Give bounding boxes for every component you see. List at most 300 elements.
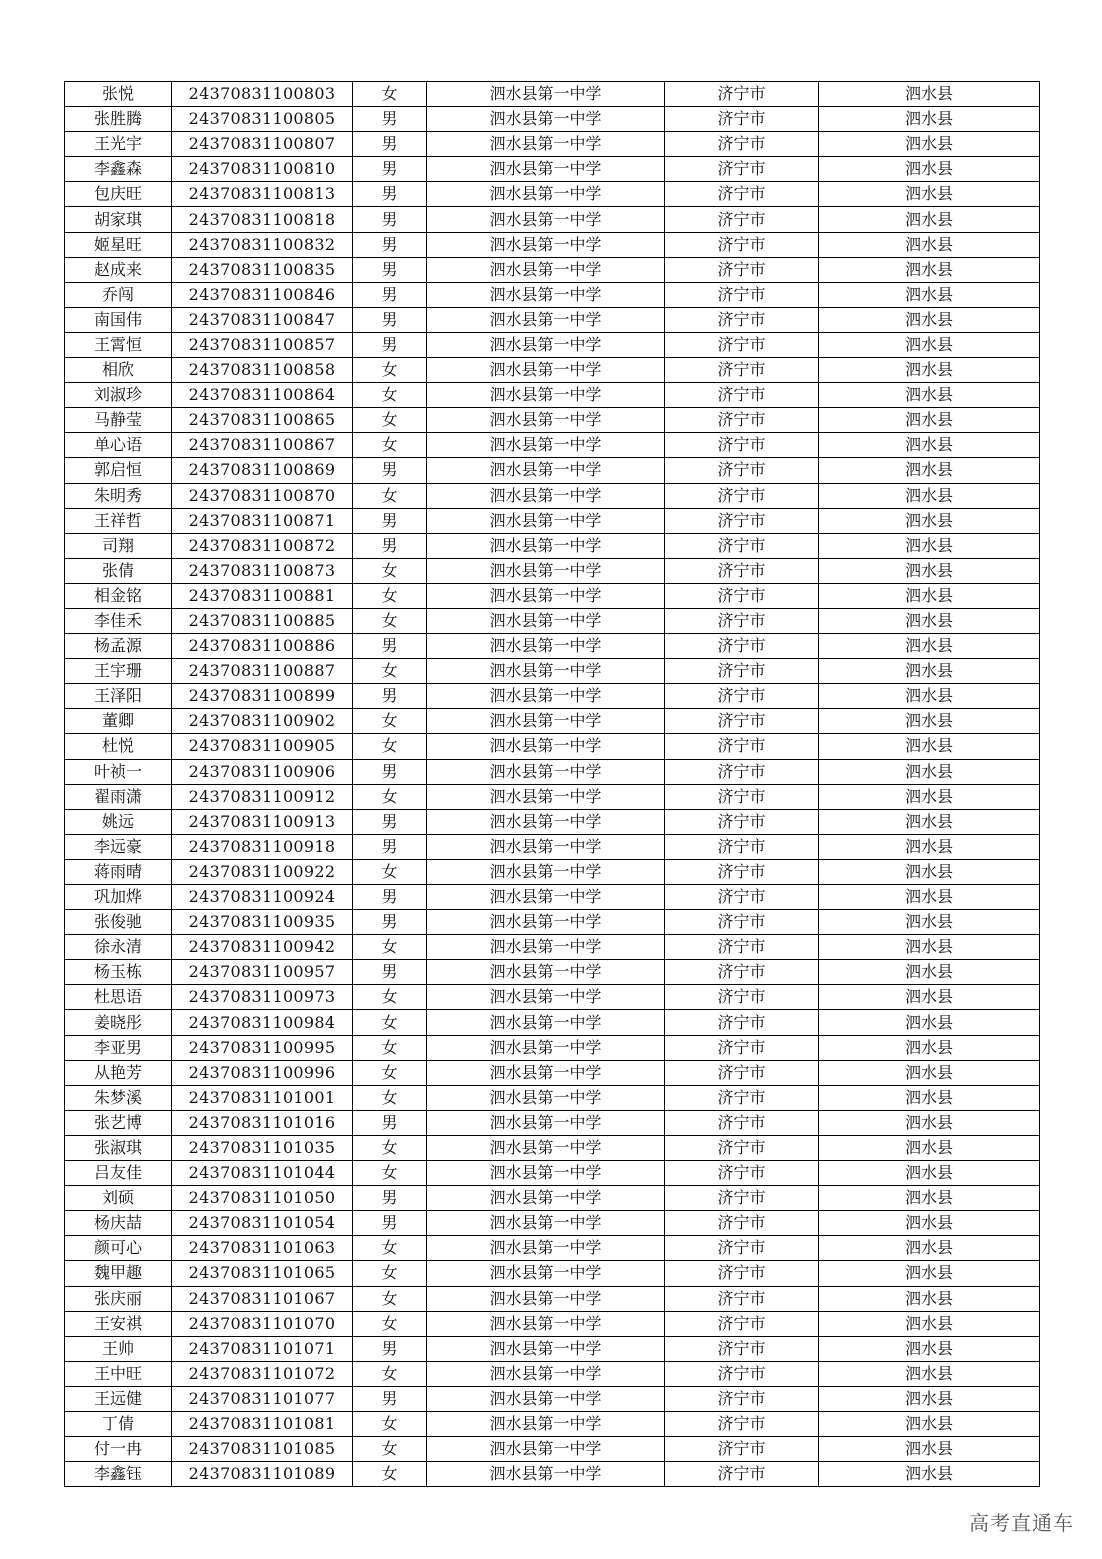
gender-cell: 男 <box>353 1110 427 1135</box>
gender-cell: 男 <box>353 508 427 533</box>
gender-cell: 女 <box>353 358 427 383</box>
county-cell: 泗水县 <box>819 1211 1040 1236</box>
table-row <box>65 985 1040 1010</box>
gender-cell: 女 <box>353 583 427 608</box>
exam-id-cell: 24370831100984 <box>172 1010 353 1035</box>
name-cell: 杨玉栋 <box>65 960 172 985</box>
gender-cell: 女 <box>353 935 427 960</box>
exam-id-cell: 24370831100858 <box>172 358 353 383</box>
name-cell: 南国伟 <box>65 307 172 332</box>
name-cell: 马静莹 <box>65 408 172 433</box>
city-cell: 济宁市 <box>665 257 819 282</box>
county-cell: 泗水县 <box>819 358 1040 383</box>
table-row <box>65 1437 1040 1462</box>
gender-cell: 男 <box>353 834 427 859</box>
table-row <box>65 659 1040 684</box>
county-cell: 泗水县 <box>819 332 1040 357</box>
school-cell: 泗水县第一中学 <box>427 282 665 307</box>
gender-cell: 女 <box>353 1035 427 1060</box>
name-cell: 刘淑珍 <box>65 383 172 408</box>
table-row <box>65 257 1040 282</box>
exam-id-cell: 24370831100942 <box>172 935 353 960</box>
watermark-text: 高考直通车 <box>969 1511 1074 1535</box>
county-cell: 泗水县 <box>819 1161 1040 1186</box>
city-cell: 济宁市 <box>665 910 819 935</box>
school-cell: 泗水县第一中学 <box>427 182 665 207</box>
school-cell: 泗水县第一中学 <box>427 1186 665 1211</box>
gender-cell: 女 <box>353 985 427 1010</box>
city-cell: 济宁市 <box>665 558 819 583</box>
name-cell: 王霄恒 <box>65 332 172 357</box>
city-cell: 济宁市 <box>665 82 819 107</box>
school-cell: 泗水县第一中学 <box>427 1462 665 1487</box>
name-cell: 张艺博 <box>65 1110 172 1135</box>
school-cell: 泗水县第一中学 <box>427 132 665 157</box>
name-cell: 朱梦溪 <box>65 1085 172 1110</box>
gender-cell: 女 <box>353 1411 427 1436</box>
county-cell: 泗水县 <box>819 759 1040 784</box>
exam-id-cell: 24370831100906 <box>172 759 353 784</box>
county-cell: 泗水县 <box>819 684 1040 709</box>
school-cell: 泗水县第一中学 <box>427 910 665 935</box>
table-row <box>65 182 1040 207</box>
county-cell: 泗水县 <box>819 1060 1040 1085</box>
county-cell: 泗水县 <box>819 709 1040 734</box>
city-cell: 济宁市 <box>665 1211 819 1236</box>
county-cell: 泗水县 <box>819 132 1040 157</box>
county-cell: 泗水县 <box>819 1085 1040 1110</box>
city-cell: 济宁市 <box>665 107 819 132</box>
county-cell: 泗水县 <box>819 508 1040 533</box>
city-cell: 济宁市 <box>665 433 819 458</box>
gender-cell: 女 <box>353 1161 427 1186</box>
city-cell: 济宁市 <box>665 885 819 910</box>
name-cell: 相欣 <box>65 358 172 383</box>
exam-id-cell: 24370831101077 <box>172 1386 353 1411</box>
table-row <box>65 784 1040 809</box>
gender-cell: 男 <box>353 759 427 784</box>
name-cell: 张庆丽 <box>65 1286 172 1311</box>
school-cell: 泗水县第一中学 <box>427 408 665 433</box>
city-cell: 济宁市 <box>665 1186 819 1211</box>
gender-cell: 女 <box>353 1437 427 1462</box>
school-cell: 泗水县第一中学 <box>427 207 665 232</box>
county-cell: 泗水县 <box>819 1286 1040 1311</box>
name-cell: 朱明秀 <box>65 483 172 508</box>
table-row <box>65 1336 1040 1361</box>
gender-cell: 男 <box>353 257 427 282</box>
county-cell: 泗水县 <box>819 558 1040 583</box>
county-cell: 泗水县 <box>819 1336 1040 1361</box>
name-cell: 王中旺 <box>65 1361 172 1386</box>
county-cell: 泗水县 <box>819 1035 1040 1060</box>
county-cell: 泗水县 <box>819 784 1040 809</box>
county-cell: 泗水县 <box>819 1386 1040 1411</box>
county-cell: 泗水县 <box>819 910 1040 935</box>
name-cell: 王安祺 <box>65 1311 172 1336</box>
table-row <box>65 1060 1040 1085</box>
school-cell: 泗水县第一中学 <box>427 885 665 910</box>
exam-id-cell: 24370831101072 <box>172 1361 353 1386</box>
county-cell: 泗水县 <box>819 1437 1040 1462</box>
exam-id-cell: 24370831101001 <box>172 1085 353 1110</box>
school-cell: 泗水县第一中学 <box>427 1261 665 1286</box>
gender-cell: 女 <box>353 608 427 633</box>
table-row <box>65 458 1040 483</box>
county-cell: 泗水县 <box>819 533 1040 558</box>
county-cell: 泗水县 <box>819 809 1040 834</box>
table-row <box>65 232 1040 257</box>
city-cell: 济宁市 <box>665 1386 819 1411</box>
exam-id-cell: 24370831100869 <box>172 458 353 483</box>
city-cell: 济宁市 <box>665 458 819 483</box>
city-cell: 济宁市 <box>665 157 819 182</box>
gender-cell: 女 <box>353 383 427 408</box>
name-cell: 单心语 <box>65 433 172 458</box>
exam-id-cell: 24370831100847 <box>172 307 353 332</box>
city-cell: 济宁市 <box>665 408 819 433</box>
school-cell: 泗水县第一中学 <box>427 1010 665 1035</box>
name-cell: 付一冉 <box>65 1437 172 1462</box>
gender-cell: 女 <box>353 1236 427 1261</box>
student-table <box>64 81 1040 1487</box>
table-row <box>65 1035 1040 1060</box>
table-row <box>65 910 1040 935</box>
county-cell: 泗水县 <box>819 834 1040 859</box>
school-cell: 泗水县第一中学 <box>427 533 665 558</box>
name-cell: 翟雨潇 <box>65 784 172 809</box>
gender-cell: 女 <box>353 859 427 884</box>
exam-id-cell: 24370831100899 <box>172 684 353 709</box>
table-row <box>65 1462 1040 1487</box>
gender-cell: 男 <box>353 107 427 132</box>
county-cell: 泗水县 <box>819 107 1040 132</box>
gender-cell: 男 <box>353 809 427 834</box>
city-cell: 济宁市 <box>665 1261 819 1286</box>
exam-id-cell: 24370831101071 <box>172 1336 353 1361</box>
school-cell: 泗水县第一中学 <box>427 1336 665 1361</box>
name-cell: 张悦 <box>65 82 172 107</box>
county-cell: 泗水县 <box>819 935 1040 960</box>
county-cell: 泗水县 <box>819 433 1040 458</box>
city-cell: 济宁市 <box>665 1161 819 1186</box>
school-cell: 泗水县第一中学 <box>427 859 665 884</box>
table-row <box>65 859 1040 884</box>
school-cell: 泗水县第一中学 <box>427 985 665 1010</box>
exam-id-cell: 24370831100913 <box>172 809 353 834</box>
name-cell: 张胜腾 <box>65 107 172 132</box>
gender-cell: 男 <box>353 910 427 935</box>
city-cell: 济宁市 <box>665 634 819 659</box>
table-row <box>65 885 1040 910</box>
gender-cell: 男 <box>353 1336 427 1361</box>
exam-id-cell: 24370831100867 <box>172 433 353 458</box>
city-cell: 济宁市 <box>665 508 819 533</box>
exam-id-cell: 24370831100807 <box>172 132 353 157</box>
table-row <box>65 935 1040 960</box>
exam-id-cell: 24370831101070 <box>172 1311 353 1336</box>
gender-cell: 男 <box>353 885 427 910</box>
exam-id-cell: 24370831100810 <box>172 157 353 182</box>
city-cell: 济宁市 <box>665 1286 819 1311</box>
school-cell: 泗水县第一中学 <box>427 809 665 834</box>
county-cell: 泗水县 <box>819 483 1040 508</box>
exam-id-cell: 24370831100996 <box>172 1060 353 1085</box>
name-cell: 李鑫钰 <box>65 1462 172 1487</box>
city-cell: 济宁市 <box>665 809 819 834</box>
county-cell: 泗水县 <box>819 383 1040 408</box>
gender-cell: 男 <box>353 307 427 332</box>
gender-cell: 女 <box>353 1361 427 1386</box>
table-row <box>65 508 1040 533</box>
school-cell: 泗水县第一中学 <box>427 332 665 357</box>
gender-cell: 女 <box>353 483 427 508</box>
exam-id-cell: 24370831100846 <box>172 282 353 307</box>
name-cell: 张俊驰 <box>65 910 172 935</box>
table-row <box>65 1135 1040 1160</box>
name-cell: 相金铭 <box>65 583 172 608</box>
name-cell: 吕友佳 <box>65 1161 172 1186</box>
table-row <box>65 1010 1040 1035</box>
gender-cell: 女 <box>353 659 427 684</box>
city-cell: 济宁市 <box>665 960 819 985</box>
county-cell: 泗水县 <box>819 1411 1040 1436</box>
gender-cell: 女 <box>353 1462 427 1487</box>
county-cell: 泗水县 <box>819 207 1040 232</box>
gender-cell: 女 <box>353 1060 427 1085</box>
school-cell: 泗水县第一中学 <box>427 358 665 383</box>
county-cell: 泗水县 <box>819 1110 1040 1135</box>
county-cell: 泗水县 <box>819 232 1040 257</box>
city-cell: 济宁市 <box>665 132 819 157</box>
exam-id-cell: 24370831100935 <box>172 910 353 935</box>
name-cell: 叶祯一 <box>65 759 172 784</box>
name-cell: 杨孟源 <box>65 634 172 659</box>
city-cell: 济宁市 <box>665 583 819 608</box>
city-cell: 济宁市 <box>665 1437 819 1462</box>
table-row <box>65 1261 1040 1286</box>
county-cell: 泗水县 <box>819 985 1040 1010</box>
county-cell: 泗水县 <box>819 1361 1040 1386</box>
county-cell: 泗水县 <box>819 257 1040 282</box>
school-cell: 泗水县第一中学 <box>427 684 665 709</box>
gender-cell: 女 <box>353 1135 427 1160</box>
exam-id-cell: 24370831101063 <box>172 1236 353 1261</box>
exam-id-cell: 24370831100865 <box>172 408 353 433</box>
exam-id-cell: 24370831100885 <box>172 608 353 633</box>
city-cell: 济宁市 <box>665 1336 819 1361</box>
school-cell: 泗水县第一中学 <box>427 383 665 408</box>
city-cell: 济宁市 <box>665 1085 819 1110</box>
county-cell: 泗水县 <box>819 458 1040 483</box>
exam-id-cell: 24370831101050 <box>172 1186 353 1211</box>
name-cell: 乔闯 <box>65 282 172 307</box>
table-row <box>65 307 1040 332</box>
school-cell: 泗水县第一中学 <box>427 935 665 960</box>
exam-id-cell: 24370831100957 <box>172 960 353 985</box>
county-cell: 泗水县 <box>819 885 1040 910</box>
city-cell: 济宁市 <box>665 608 819 633</box>
city-cell: 济宁市 <box>665 784 819 809</box>
county-cell: 泗水县 <box>819 1462 1040 1487</box>
table-row <box>65 1411 1040 1436</box>
school-cell: 泗水县第一中学 <box>427 1361 665 1386</box>
name-cell: 杜悦 <box>65 734 172 759</box>
table-row <box>65 1186 1040 1211</box>
school-cell: 泗水县第一中学 <box>427 82 665 107</box>
gender-cell: 女 <box>353 1085 427 1110</box>
school-cell: 泗水县第一中学 <box>427 307 665 332</box>
exam-id-cell: 24370831100873 <box>172 558 353 583</box>
exam-id-cell: 24370831100864 <box>172 383 353 408</box>
table-row <box>65 809 1040 834</box>
city-cell: 济宁市 <box>665 1236 819 1261</box>
table-row <box>65 583 1040 608</box>
exam-id-cell: 24370831101081 <box>172 1411 353 1436</box>
county-cell: 泗水县 <box>819 307 1040 332</box>
city-cell: 济宁市 <box>665 358 819 383</box>
exam-id-cell: 24370831100905 <box>172 734 353 759</box>
school-cell: 泗水县第一中学 <box>427 1437 665 1462</box>
county-cell: 泗水县 <box>819 859 1040 884</box>
school-cell: 泗水县第一中学 <box>427 1411 665 1436</box>
gender-cell: 男 <box>353 1186 427 1211</box>
table-row <box>65 834 1040 859</box>
gender-cell: 男 <box>353 533 427 558</box>
exam-id-cell: 24370831100813 <box>172 182 353 207</box>
table-row <box>65 1110 1040 1135</box>
gender-cell: 女 <box>353 734 427 759</box>
exam-id-cell: 24370831100872 <box>172 533 353 558</box>
name-cell: 姜晓彤 <box>65 1010 172 1035</box>
exam-id-cell: 24370831100871 <box>172 508 353 533</box>
city-cell: 济宁市 <box>665 383 819 408</box>
city-cell: 济宁市 <box>665 1060 819 1085</box>
county-cell: 泗水县 <box>819 1261 1040 1286</box>
gender-cell: 女 <box>353 784 427 809</box>
gender-cell: 男 <box>353 132 427 157</box>
school-cell: 泗水县第一中学 <box>427 157 665 182</box>
name-cell: 司翔 <box>65 533 172 558</box>
gender-cell: 男 <box>353 634 427 659</box>
exam-id-cell: 24370831100805 <box>172 107 353 132</box>
county-cell: 泗水县 <box>819 157 1040 182</box>
name-cell: 杜思语 <box>65 985 172 1010</box>
table-row <box>65 358 1040 383</box>
name-cell: 胡家琪 <box>65 207 172 232</box>
school-cell: 泗水县第一中学 <box>427 107 665 132</box>
name-cell: 李鑫森 <box>65 157 172 182</box>
name-cell: 蒋雨晴 <box>65 859 172 884</box>
table-row <box>65 608 1040 633</box>
city-cell: 济宁市 <box>665 1311 819 1336</box>
name-cell: 王泽阳 <box>65 684 172 709</box>
gender-cell: 女 <box>353 408 427 433</box>
school-cell: 泗水县第一中学 <box>427 1035 665 1060</box>
exam-id-cell: 24370831101067 <box>172 1286 353 1311</box>
school-cell: 泗水县第一中学 <box>427 834 665 859</box>
table-row <box>65 734 1040 759</box>
city-cell: 济宁市 <box>665 734 819 759</box>
city-cell: 济宁市 <box>665 533 819 558</box>
table-row <box>65 383 1040 408</box>
gender-cell: 男 <box>353 458 427 483</box>
name-cell: 巩加烨 <box>65 885 172 910</box>
exam-id-cell: 24370831100973 <box>172 985 353 1010</box>
city-cell: 济宁市 <box>665 332 819 357</box>
county-cell: 泗水县 <box>819 82 1040 107</box>
name-cell: 李亚男 <box>65 1035 172 1060</box>
exam-id-cell: 24370831100887 <box>172 659 353 684</box>
name-cell: 姚远 <box>65 809 172 834</box>
name-cell: 丁倩 <box>65 1411 172 1436</box>
gender-cell: 女 <box>353 433 427 458</box>
school-cell: 泗水县第一中学 <box>427 232 665 257</box>
table-row <box>65 709 1040 734</box>
gender-cell: 男 <box>353 1211 427 1236</box>
gender-cell: 男 <box>353 182 427 207</box>
name-cell: 从艳芳 <box>65 1060 172 1085</box>
school-cell: 泗水县第一中学 <box>427 634 665 659</box>
gender-cell: 女 <box>353 82 427 107</box>
table-row <box>65 433 1040 458</box>
school-cell: 泗水县第一中学 <box>427 458 665 483</box>
county-cell: 泗水县 <box>819 1236 1040 1261</box>
school-cell: 泗水县第一中学 <box>427 1060 665 1085</box>
school-cell: 泗水县第一中学 <box>427 583 665 608</box>
table-row <box>65 533 1040 558</box>
gender-cell: 女 <box>353 558 427 583</box>
name-cell: 赵成来 <box>65 257 172 282</box>
gender-cell: 男 <box>353 232 427 257</box>
city-cell: 济宁市 <box>665 1010 819 1035</box>
city-cell: 济宁市 <box>665 659 819 684</box>
city-cell: 济宁市 <box>665 859 819 884</box>
exam-id-cell: 24370831101054 <box>172 1211 353 1236</box>
table-row <box>65 1161 1040 1186</box>
city-cell: 济宁市 <box>665 684 819 709</box>
school-cell: 泗水县第一中学 <box>427 1110 665 1135</box>
gender-cell: 女 <box>353 1311 427 1336</box>
school-cell: 泗水县第一中学 <box>427 734 665 759</box>
school-cell: 泗水县第一中学 <box>427 1135 665 1160</box>
city-cell: 济宁市 <box>665 483 819 508</box>
exam-id-cell: 24370831100870 <box>172 483 353 508</box>
gender-cell: 男 <box>353 1386 427 1411</box>
exam-id-cell: 24370831100832 <box>172 232 353 257</box>
school-cell: 泗水县第一中学 <box>427 558 665 583</box>
exam-id-cell: 24370831100881 <box>172 583 353 608</box>
exam-id-cell: 24370831100924 <box>172 885 353 910</box>
city-cell: 济宁市 <box>665 232 819 257</box>
exam-id-cell: 24370831100918 <box>172 834 353 859</box>
gender-cell: 男 <box>353 960 427 985</box>
county-cell: 泗水县 <box>819 960 1040 985</box>
county-cell: 泗水县 <box>819 1135 1040 1160</box>
exam-id-cell: 24370831100902 <box>172 709 353 734</box>
exam-id-cell: 24370831101035 <box>172 1135 353 1160</box>
school-cell: 泗水县第一中学 <box>427 709 665 734</box>
name-cell: 包庆旺 <box>65 182 172 207</box>
city-cell: 济宁市 <box>665 282 819 307</box>
exam-id-cell: 24370831101065 <box>172 1261 353 1286</box>
school-cell: 泗水县第一中学 <box>427 659 665 684</box>
county-cell: 泗水县 <box>819 182 1040 207</box>
table-row <box>65 759 1040 784</box>
gender-cell: 男 <box>353 684 427 709</box>
school-cell: 泗水县第一中学 <box>427 257 665 282</box>
city-cell: 济宁市 <box>665 1361 819 1386</box>
